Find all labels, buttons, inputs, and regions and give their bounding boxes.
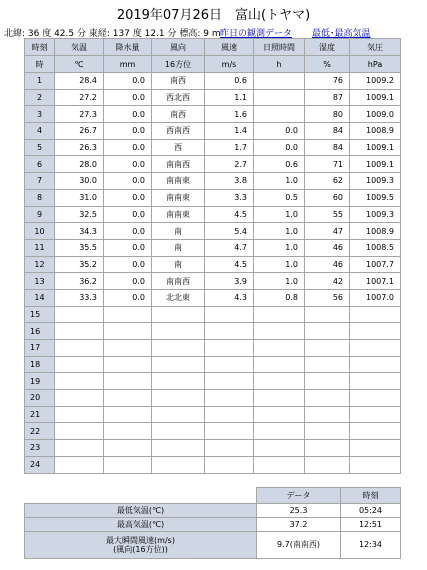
temperature-cell: 26.7 — [55, 123, 104, 140]
unit-cell: % — [305, 56, 350, 73]
summary-label-line2: (風向(16方位)) — [113, 545, 168, 554]
pressure-cell: 1009.1 — [350, 89, 401, 106]
header-cell: 気圧 — [350, 39, 401, 56]
wind-direction-cell: 南 — [152, 256, 205, 273]
wind-speed-cell — [205, 356, 254, 373]
header-cell: 風速 — [205, 39, 254, 56]
precipitation-cell — [104, 356, 152, 373]
table-row — [25, 289, 401, 306]
wind-direction-cell — [152, 423, 205, 440]
hour-cell: 14 — [25, 289, 55, 306]
hour-cell: 22 — [25, 423, 55, 440]
summary-header-time: 時刻 — [341, 488, 401, 504]
wind-speed-cell: 2.7 — [205, 156, 254, 173]
humidity-cell: 84 — [305, 123, 350, 140]
hour-cell: 10 — [25, 223, 55, 240]
hour-cell: 3 — [25, 106, 55, 123]
humidity-cell: 60 — [305, 189, 350, 206]
table-row — [25, 456, 401, 473]
humidity-cell — [305, 356, 350, 373]
header-cell: 日照時間 — [254, 39, 305, 56]
sunshine-cell — [254, 323, 305, 340]
wind-speed-cell — [205, 423, 254, 440]
wind-direction-cell: 南南西 — [152, 273, 205, 290]
table-row — [25, 189, 401, 206]
summary-value: 25.3 — [257, 504, 341, 518]
summary-time: 05:24 — [341, 504, 401, 518]
station-coordinates: 北緯: 36 度 42.5 分 東経: 137 度 12.1 分 標高: 9 m — [4, 29, 221, 39]
min-max-temperature-link[interactable]: 最低･最高気温 — [312, 29, 371, 39]
table-row — [25, 406, 401, 423]
humidity-cell: 87 — [305, 89, 350, 106]
precipitation-cell: 0.0 — [104, 289, 152, 306]
hour-cell: 9 — [25, 206, 55, 223]
temperature-cell — [55, 423, 104, 440]
table-row — [25, 106, 401, 123]
pressure-cell — [350, 423, 401, 440]
temperature-cell — [55, 340, 104, 357]
sunshine-cell: 0.0 — [254, 139, 305, 156]
table-row — [25, 123, 401, 140]
precipitation-cell: 0.0 — [104, 73, 152, 90]
wind-direction-cell: 南西 — [152, 106, 205, 123]
humidity-cell: 71 — [305, 156, 350, 173]
precipitation-cell: 0.0 — [104, 206, 152, 223]
temperature-cell — [55, 356, 104, 373]
table-row — [25, 323, 401, 340]
wind-speed-cell — [205, 306, 254, 323]
summary-header-data: データ — [257, 488, 341, 504]
temperature-cell: 36.2 — [55, 273, 104, 290]
hour-cell: 15 — [25, 306, 55, 323]
summary-row-min-temp — [25, 504, 401, 518]
humidity-cell: 84 — [305, 139, 350, 156]
humidity-cell: 56 — [305, 289, 350, 306]
wind-speed-cell: 1.6 — [205, 106, 254, 123]
table-row — [25, 256, 401, 273]
table-row — [25, 356, 401, 373]
pressure-cell: 1009.2 — [350, 73, 401, 90]
temperature-cell: 30.0 — [55, 173, 104, 190]
wind-speed-cell: 1.1 — [205, 89, 254, 106]
unit-cell: m/s — [205, 56, 254, 73]
humidity-cell: 80 — [305, 106, 350, 123]
wind-speed-cell: 1.7 — [205, 139, 254, 156]
observation-rows — [25, 73, 401, 474]
hour-cell: 17 — [25, 340, 55, 357]
temperature-cell: 27.2 — [55, 89, 104, 106]
pressure-cell — [350, 390, 401, 407]
humidity-cell — [305, 340, 350, 357]
sunshine-cell: 0.6 — [254, 156, 305, 173]
wind-speed-cell: 4.5 — [205, 256, 254, 273]
unit-cell: h — [254, 56, 305, 73]
precipitation-cell: 0.0 — [104, 123, 152, 140]
precipitation-cell — [104, 456, 152, 473]
wind-speed-cell — [205, 440, 254, 457]
humidity-cell — [305, 423, 350, 440]
summary-label: 最低気温(℃) — [25, 504, 257, 518]
wind-direction-cell — [152, 323, 205, 340]
pressure-cell: 1009.5 — [350, 189, 401, 206]
precipitation-cell — [104, 390, 152, 407]
summary-value: 9.7(南南西) — [257, 532, 341, 559]
pressure-cell: 1009.0 — [350, 106, 401, 123]
precipitation-cell — [104, 423, 152, 440]
pressure-cell: 1009.3 — [350, 206, 401, 223]
temperature-cell — [55, 306, 104, 323]
hour-cell: 20 — [25, 390, 55, 407]
hour-cell: 2 — [25, 89, 55, 106]
pressure-cell — [350, 340, 401, 357]
wind-speed-cell: 0.6 — [205, 73, 254, 90]
precipitation-cell: 0.0 — [104, 156, 152, 173]
table-row — [25, 423, 401, 440]
precipitation-cell — [104, 340, 152, 357]
precipitation-cell — [104, 440, 152, 457]
header-cell: 風向 — [152, 39, 205, 56]
header-cell: 気温 — [55, 39, 104, 56]
temperature-cell — [55, 390, 104, 407]
header-cell: 湿度 — [305, 39, 350, 56]
hour-cell: 12 — [25, 256, 55, 273]
table-row — [25, 239, 401, 256]
wind-speed-cell: 1.4 — [205, 123, 254, 140]
daily-summary-table — [24, 487, 401, 559]
sunshine-cell — [254, 356, 305, 373]
hour-cell: 5 — [25, 139, 55, 156]
humidity-cell: 55 — [305, 206, 350, 223]
humidity-cell: 46 — [305, 239, 350, 256]
sunshine-cell — [254, 89, 305, 106]
summary-corner — [25, 488, 257, 504]
temperature-cell — [55, 406, 104, 423]
table-row — [25, 173, 401, 190]
pressure-cell: 1008.9 — [350, 123, 401, 140]
sunshine-cell: 1.0 — [254, 256, 305, 273]
temperature-cell: 28.4 — [55, 73, 104, 90]
hour-cell: 13 — [25, 273, 55, 290]
humidity-cell — [305, 390, 350, 407]
temperature-cell — [55, 456, 104, 473]
temperature-cell: 28.0 — [55, 156, 104, 173]
humidity-cell: 47 — [305, 223, 350, 240]
wind-direction-cell: 西北西 — [152, 89, 205, 106]
humidity-cell: 62 — [305, 173, 350, 190]
hour-cell: 8 — [25, 189, 55, 206]
sunshine-cell — [254, 106, 305, 123]
wind-direction-cell — [152, 390, 205, 407]
sunshine-cell — [254, 373, 305, 390]
wind-speed-cell: 4.3 — [205, 289, 254, 306]
wind-speed-cell — [205, 373, 254, 390]
wind-speed-cell: 3.9 — [205, 273, 254, 290]
pressure-cell: 1008.9 — [350, 223, 401, 240]
table-row — [25, 373, 401, 390]
humidity-cell: 42 — [305, 273, 350, 290]
summary-label: 最高気温(℃) — [25, 518, 257, 532]
wind-speed-cell — [205, 323, 254, 340]
temperature-cell — [55, 440, 104, 457]
humidity-cell: 46 — [305, 256, 350, 273]
sunshine-cell: 1.0 — [254, 239, 305, 256]
hour-cell: 16 — [25, 323, 55, 340]
wind-speed-cell — [205, 340, 254, 357]
precipitation-cell — [104, 406, 152, 423]
wind-direction-cell: 南南西 — [152, 156, 205, 173]
precipitation-cell: 0.0 — [104, 173, 152, 190]
pressure-cell: 1009.1 — [350, 139, 401, 156]
temperature-cell: 35.5 — [55, 239, 104, 256]
sunshine-cell — [254, 340, 305, 357]
unit-cell: 時 — [25, 56, 55, 73]
summary-row-max-temp — [25, 518, 401, 532]
precipitation-cell: 0.0 — [104, 223, 152, 240]
pressure-cell: 1009.3 — [350, 173, 401, 190]
header-cell: 時刻 — [25, 39, 55, 56]
hour-cell: 6 — [25, 156, 55, 173]
wind-direction-cell: 南 — [152, 239, 205, 256]
temperature-cell — [55, 323, 104, 340]
summary-value: 37.2 — [257, 518, 341, 532]
temperature-cell: 32.5 — [55, 206, 104, 223]
wind-speed-cell: 5.4 — [205, 223, 254, 240]
temperature-cell: 27.3 — [55, 106, 104, 123]
header-cell: 降水量 — [104, 39, 152, 56]
table-row — [25, 306, 401, 323]
pressure-cell — [350, 456, 401, 473]
temperature-cell: 35.2 — [55, 256, 104, 273]
sunshine-cell: 0.8 — [254, 289, 305, 306]
pressure-cell — [350, 323, 401, 340]
table-row — [25, 73, 401, 90]
wind-direction-cell — [152, 340, 205, 357]
hour-cell: 11 — [25, 239, 55, 256]
sunshine-cell — [254, 306, 305, 323]
unit-cell: mm — [104, 56, 152, 73]
wind-direction-cell: 南 — [152, 223, 205, 240]
hour-cell: 4 — [25, 123, 55, 140]
precipitation-cell — [104, 323, 152, 340]
humidity-cell — [305, 373, 350, 390]
wind-direction-cell — [152, 356, 205, 373]
wind-direction-cell: 西南西 — [152, 123, 205, 140]
precipitation-cell — [104, 373, 152, 390]
pressure-cell: 1007.0 — [350, 289, 401, 306]
pressure-cell: 1009.1 — [350, 156, 401, 173]
summary-time: 12:34 — [341, 532, 401, 559]
wind-speed-cell: 4.7 — [205, 239, 254, 256]
table-row — [25, 440, 401, 457]
precipitation-cell: 0.0 — [104, 106, 152, 123]
humidity-cell — [305, 440, 350, 457]
temperature-cell: 34.3 — [55, 223, 104, 240]
pressure-cell: 1008.5 — [350, 239, 401, 256]
wind-direction-cell: 南南東 — [152, 173, 205, 190]
wind-direction-cell — [152, 456, 205, 473]
unit-row — [25, 56, 401, 73]
pressure-cell — [350, 440, 401, 457]
wind-direction-cell: 南南東 — [152, 206, 205, 223]
wind-direction-cell — [152, 440, 205, 457]
wind-direction-cell — [152, 306, 205, 323]
wind-direction-cell — [152, 406, 205, 423]
humidity-cell: 76 — [305, 73, 350, 90]
sunshine-cell — [254, 390, 305, 407]
sunshine-cell: 0.0 — [254, 123, 305, 140]
temperature-cell — [55, 373, 104, 390]
hour-cell: 7 — [25, 173, 55, 190]
table-row — [25, 89, 401, 106]
hourly-observation-table — [24, 38, 401, 474]
precipitation-cell: 0.0 — [104, 89, 152, 106]
wind-direction-cell — [152, 373, 205, 390]
table-row — [25, 223, 401, 240]
humidity-cell — [305, 456, 350, 473]
hour-cell: 24 — [25, 456, 55, 473]
sunshine-cell: 1.0 — [254, 206, 305, 223]
table-row — [25, 156, 401, 173]
precipitation-cell: 0.0 — [104, 273, 152, 290]
unit-cell: ℃ — [55, 56, 104, 73]
sunshine-cell — [254, 423, 305, 440]
precipitation-cell: 0.0 — [104, 239, 152, 256]
wind-direction-cell: 西 — [152, 139, 205, 156]
temperature-cell: 26.3 — [55, 139, 104, 156]
wind-speed-cell — [205, 390, 254, 407]
table-row — [25, 390, 401, 407]
wind-speed-cell — [205, 456, 254, 473]
table-row — [25, 273, 401, 290]
wind-direction-cell: 南南東 — [152, 189, 205, 206]
summary-label — [25, 532, 257, 559]
hour-cell: 18 — [25, 356, 55, 373]
sunshine-cell — [254, 73, 305, 90]
sunshine-cell — [254, 456, 305, 473]
temperature-cell: 31.0 — [55, 189, 104, 206]
summary-time: 12:51 — [341, 518, 401, 532]
wind-speed-cell: 4.5 — [205, 206, 254, 223]
pressure-cell — [350, 373, 401, 390]
hour-cell: 23 — [25, 440, 55, 457]
sunshine-cell: 1.0 — [254, 223, 305, 240]
hour-cell: 21 — [25, 406, 55, 423]
humidity-cell — [305, 406, 350, 423]
precipitation-cell: 0.0 — [104, 189, 152, 206]
humidity-cell — [305, 323, 350, 340]
header-row — [25, 39, 401, 56]
precipitation-cell: 0.0 — [104, 256, 152, 273]
pressure-cell — [350, 406, 401, 423]
temperature-cell: 33.3 — [55, 289, 104, 306]
humidity-cell — [305, 306, 350, 323]
sunshine-cell: 0.5 — [254, 189, 305, 206]
hour-cell: 19 — [25, 373, 55, 390]
pressure-cell — [350, 306, 401, 323]
previous-day-link[interactable]: 昨日の観測データ — [220, 29, 293, 39]
table-row — [25, 139, 401, 156]
summary-label-line1: 最大瞬間風速(m/s) — [106, 535, 175, 545]
pressure-cell: 1007.1 — [350, 273, 401, 290]
summary-header-row — [25, 488, 401, 504]
wind-direction-cell: 北北東 — [152, 289, 205, 306]
sunshine-cell: 1.0 — [254, 273, 305, 290]
pressure-cell: 1007.7 — [350, 256, 401, 273]
summary-row-max-gust — [25, 532, 401, 559]
hour-cell: 1 — [25, 73, 55, 90]
sunshine-cell — [254, 440, 305, 457]
wind-speed-cell: 3.8 — [205, 173, 254, 190]
precipitation-cell — [104, 306, 152, 323]
sunshine-cell — [254, 406, 305, 423]
unit-cell: 16方位 — [152, 56, 205, 73]
pressure-cell — [350, 356, 401, 373]
wind-direction-cell: 南西 — [152, 73, 205, 90]
table-row — [25, 206, 401, 223]
precipitation-cell: 0.0 — [104, 139, 152, 156]
table-row — [25, 340, 401, 357]
wind-speed-cell — [205, 406, 254, 423]
unit-cell: hPa — [350, 56, 401, 73]
sunshine-cell: 1.0 — [254, 173, 305, 190]
page-title: 2019年07月26日 富山(トヤマ) — [116, 8, 311, 23]
wind-speed-cell: 3.3 — [205, 189, 254, 206]
